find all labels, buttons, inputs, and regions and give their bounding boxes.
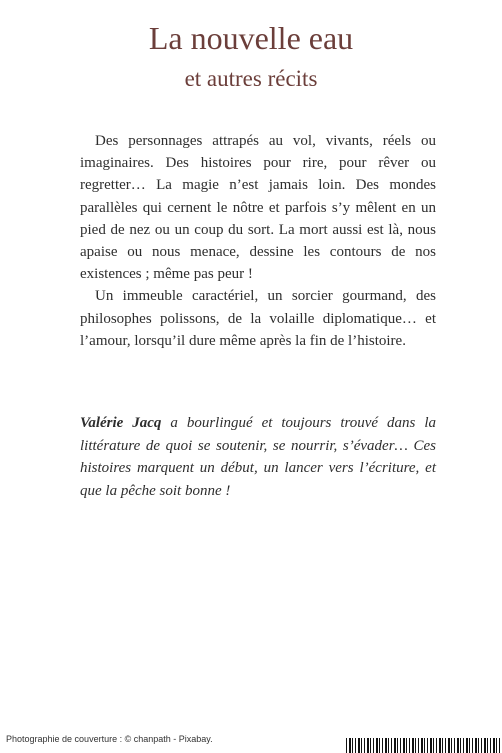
photo-credit: Photographie de couverture : © chanpath - Pixabay. (6, 734, 213, 744)
back-cover-blurb (80, 130, 436, 352)
author-bio-text: a bourlingué et toujours trouvé dans la littérature de quoi se soutenir, se nourrir, s’évader… Ces histoires marquent un début, un lancer vers l’écriture, et que la pêche soit bonne ! (80, 415, 436, 499)
blurb-paragraph: Des personnages attrapés au vol, vivants, réels ou imaginaires. Des histoires pour rire, pour rêver ou regretter… La magie n’est jamais loin. Des mondes parallèles qui cernent le nôtre et parfois s’y mêlent en un pied de nez ou un coup du sort. La mort aussi est là, nous apaise ou nous menace, dessine les contours de nos existences ; même pas peur ! (80, 133, 436, 283)
barcode (346, 738, 502, 753)
blurb-paragraph: Un immeuble caractériel, un sorcier gourmand, des philosophes polissons, de la volaille diplomatique… et l’amour, lorsqu’il dure même après la fin de l’histoire. (80, 288, 436, 349)
author-bio (80, 412, 436, 502)
book-subtitle: et autres récits (184, 66, 318, 91)
book-title: La nouvelle eau (148, 20, 354, 56)
author-name: Valérie Jacq (80, 415, 162, 431)
